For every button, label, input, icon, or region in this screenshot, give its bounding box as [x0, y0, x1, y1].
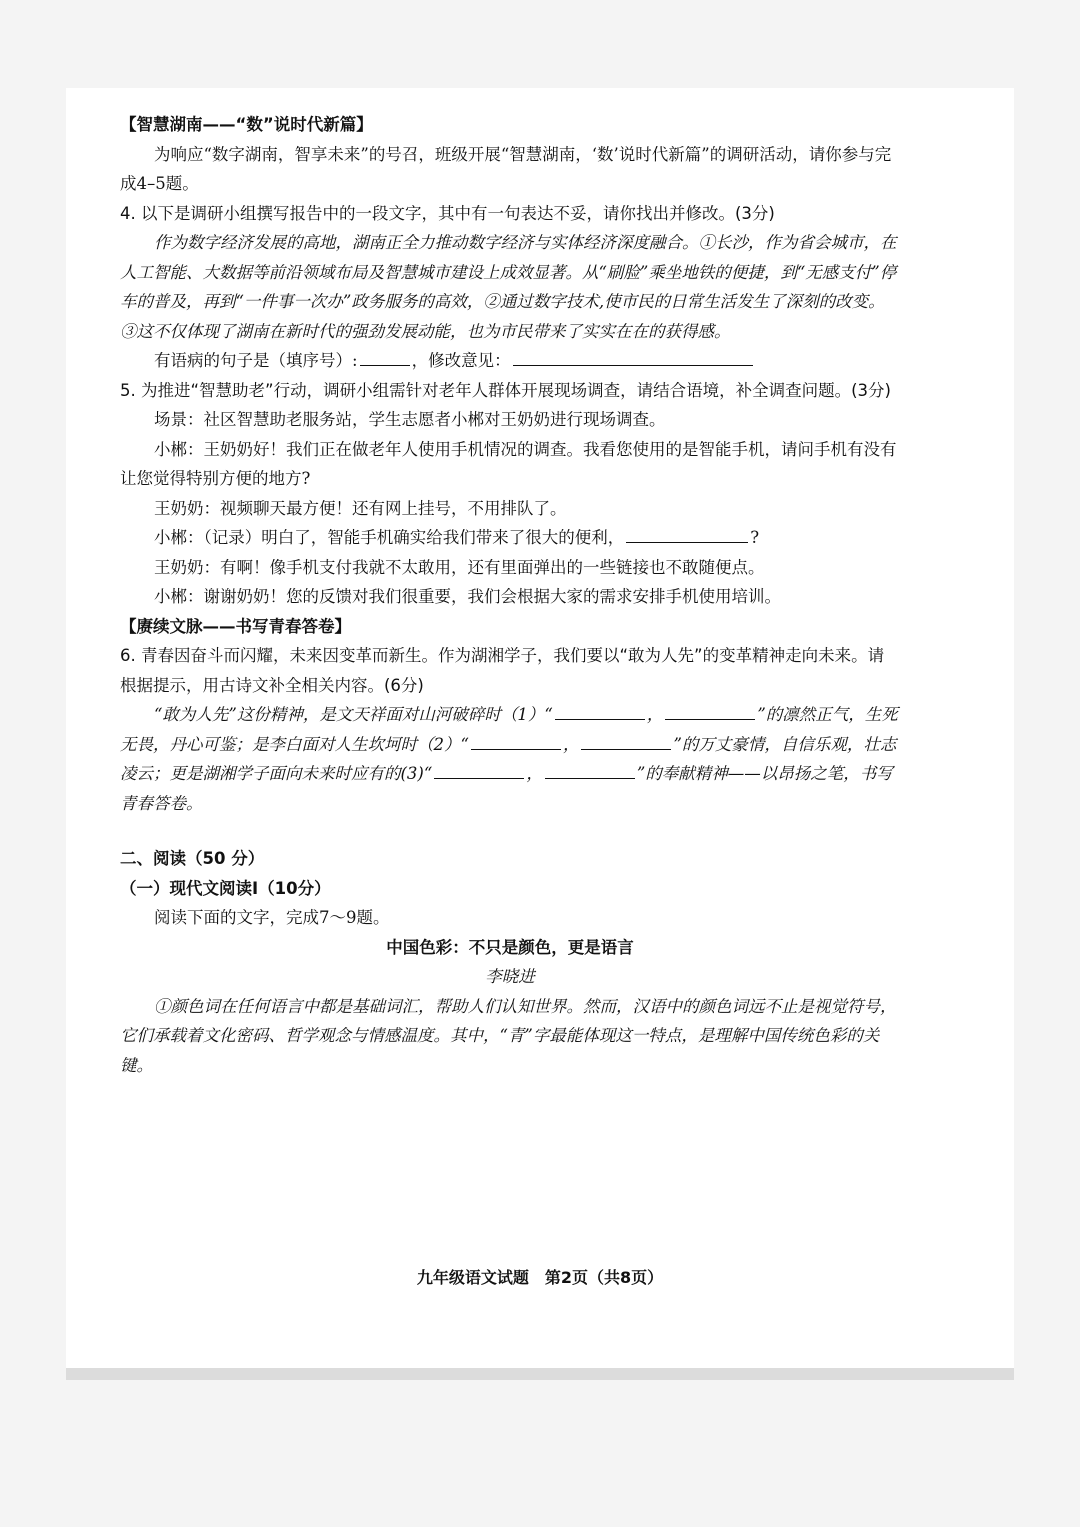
- q6-comma-2: ，: [562, 734, 580, 754]
- article-title: 中国色彩：不只是颜色，更是语言: [386, 937, 634, 957]
- q6-comma-3: ，: [526, 764, 543, 783]
- dialogue-line-1: 小郴：王奶奶好！我们正在做老年人使用手机情况的调查。我看您使用的是智能手机，请问手机有没有让您觉得特别方便的地方?: [120, 439, 897, 488]
- question-4-stem: 4. 以下是调研小组撰写报告中的一段文字，其中有一句表达不妥，请你找出并修改。(3分): [120, 203, 775, 223]
- section-intro: 为响应“数字湖南，智享未来”的号召，班级开展“智慧湖南，‘数’说时代新篇”的调研活动，请你参与完成4–5题。: [120, 144, 892, 193]
- answer-label-a: 有语病的句子是（填序号）:: [154, 351, 358, 370]
- section-title-culture: 【赓续文脉——书写青春答卷】: [120, 616, 351, 636]
- q6-text-3: ”的万丈豪情，自信乐观，壮志凌云；更是湖湘学子面向未来时应有的(3)“: [120, 734, 897, 783]
- exam-content: [120, 110, 900, 1080]
- dialogue-line-5: 小郴：谢谢奶奶！您的反馈对我们很重要，我们会根据大家的需求安排手机使用培训。: [154, 587, 781, 606]
- answer-blank-number[interactable]: [360, 347, 410, 366]
- question-4-passage: 作为数字经济发展的高地，湖南正全力推动数字经济与实体经济深度融合。①长沙，作为省会城市，在人工智能、大数据等前沿领域布局及智慧城市建设上成效显著。从“刷脸”乘坐地铁的便捷，到“无感支付”停车的普及，再到“一件事一次办”政务服务的高效，②通过数字技术,使市民的日常生活发生了深刻的改变。③这不仅体现了湖南在新时代的强劲发展动能，也为市民带来了实实在在的获得感。: [120, 233, 897, 341]
- question-5-scene: 场景：社区智慧助老服务站，学生志愿者小郴对王奶奶进行现场调查。: [154, 410, 666, 429]
- part-2-title: 二、阅读（50 分）: [120, 849, 265, 868]
- dialogue-line-2: 王奶奶：视频聊天最方便！还有网上挂号，不用排队了。: [154, 498, 567, 518]
- dialogue-line-3-text: 小郴：（记录）明白了，智能手机确实给我们带来了很大的便利，: [154, 528, 625, 547]
- q6-text-1: “敢为人先”这份精神，是文天祥面对山河破碎时（1）“: [154, 705, 553, 724]
- question-6-passage: [120, 700, 900, 818]
- scan-edge: [66, 1368, 1014, 1380]
- answer-blank-revision[interactable]: [513, 347, 753, 366]
- page-footer: 九年级语文试题 第2页（共8页）: [416, 1268, 664, 1287]
- question-5-stem: 5. 为推进“智慧助老”行动，调研小组需针对老年人群体开展现场调查，请结合语境，补全调查问题。(3分): [120, 380, 891, 400]
- reading-instruction: 阅读下面的文字，完成7～9题。: [154, 908, 390, 927]
- answer-blank-3b[interactable]: [545, 760, 635, 779]
- q6-text-4: ”的奉献精神——以昂扬之笔，书写青春答卷。: [120, 764, 893, 813]
- answer-blank-1b[interactable]: [665, 701, 755, 720]
- answer-blank-3a[interactable]: [434, 760, 524, 779]
- answer-blank-2b[interactable]: [581, 731, 671, 750]
- q6-comma-1: ，: [646, 705, 664, 724]
- subsection-title: （一）现代文阅读Ⅰ（10分）: [120, 878, 331, 898]
- answer-blank-1a[interactable]: [555, 701, 645, 720]
- question-6-stem: 6. 青春因奋斗而闪耀，未来因变革而新生。作为湖湘学子，我们要以“敢为人先”的变革精神走向未来。请根据提示，用古诗文补全相关内容。(6分): [120, 646, 885, 695]
- section-title-smart-hunan: 【智慧湖南——“数”说时代新篇】: [120, 115, 373, 134]
- answer-blank-2a[interactable]: [471, 731, 561, 750]
- question-4-answer-line: [120, 346, 900, 376]
- dialogue-line-4: 王奶奶：有啊！像手机支付我就不太敢用，还有里面弹出的一些链接也不敢随便点。: [154, 557, 765, 577]
- answer-blank-question[interactable]: [626, 524, 748, 543]
- answer-label-b: ，修改意见：: [411, 351, 511, 370]
- q6-text-2: ”的凛然正气，生死无畏，丹心可鉴；是李白面对人生坎坷时（2）“: [120, 705, 898, 754]
- dialogue-line-3: [120, 523, 900, 553]
- question-mark: ?: [750, 528, 760, 547]
- article-author: 李晓进: [485, 967, 535, 986]
- article-paragraph-1: ①颜色词在任何语言中都是基础词汇，帮助人们认知世界。然而，汉语中的颜色词远不止是视觉符号，它们承载着文化密码、哲学观念与情感温度。其中，“青”字最能体现这一特点，是理解中国传统色彩的关键。: [120, 996, 897, 1075]
